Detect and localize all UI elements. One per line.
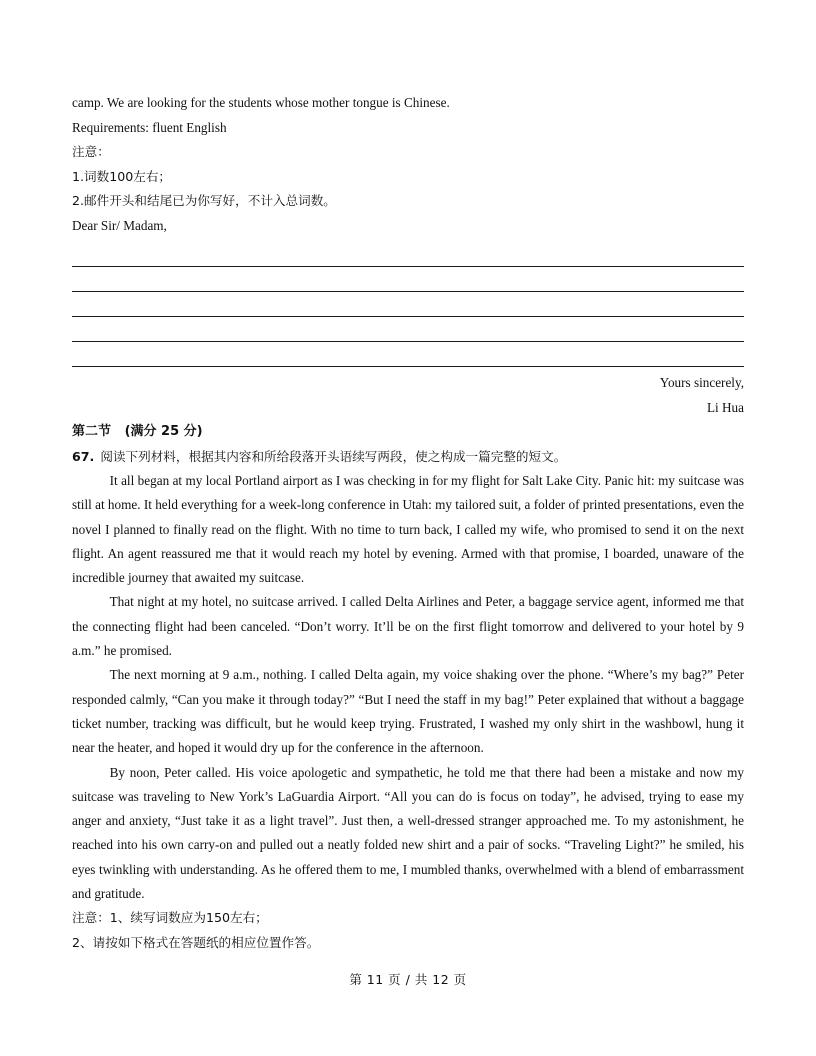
answer-line[interactable] [72,317,744,342]
question-number: 67. [72,448,95,464]
section-score: (满分 25 分) [124,424,203,439]
question-instruction-line [72,445,744,470]
final-note-1: 注意：1、续写词数应为150左右； [72,910,268,926]
section-title: 第二节 [72,424,112,439]
salutation: Dear Sir/ Madam, [72,217,167,233]
answer-line[interactable] [72,292,744,317]
page-footer: 第 11 页 / 共 12 页 [349,972,467,987]
note-format: 2.邮件开头和结尾已为你写好，不计入总词数。 [72,193,336,208]
final-note-2: 2、请按如下格式在答题纸的相应位置作答。 [72,934,320,950]
intro-line-1: camp. We are looking for the students whose mother tongue is Chinese. [72,95,450,110]
notes-label: 注意： [72,144,110,159]
closing: Yours sincerely, [659,375,744,390]
page-content [72,91,744,955]
story-paragraph-4: By noon, Peter called. His voice apologetic and sympathetic, he told me that there had been a mistake and now my suitcase was traveling to New York’s LaGuardia Airport. “All you can do is focus on today”, he advised, trying to ease my anger and anxiety, “Just take it as a light travel”. Just then, a well-dressed stranger approached me. To my astonishment, he reached into his own carry-on and pulled out a neatly folded new shirt and a pair of socks. “Traveling Light?” he smiled, his eyes twinkling with understanding. As he offered them to me, I mumbled thanks, overwhelmed with a blend of embarrassment and gratitude. [72,764,744,902]
section-heading [72,420,744,445]
story-paragraph-3: The next morning at 9 a.m., nothing. I called Delta again, my voice shaking over the phone. “Where’s my bag?” Peter responded calmly, “Can you make it through today?” “But I need the staff in my bag!” Peter explained that without a baggage ticket number, tracking was difficult, but he would keep trying. Frustrated, I washed my only shirt in the washbowl, hung it near the heater, and hoped it would dry up for the conference in the afternoon. [72,667,744,756]
answer-line[interactable] [72,342,744,367]
answer-line[interactable] [72,267,744,292]
answer-line[interactable] [72,242,744,267]
answer-lines [72,242,744,367]
signature: Li Hua [707,399,744,415]
note-word-count: 1.词数100左右； [72,168,172,184]
question-instruction: 阅读下列材料，根据其内容和所给段落开头语续写两段，使之构成一篇完整的短文。 [100,448,567,464]
intro-line-2: Requirements: fluent English [72,119,227,135]
story-paragraph-1: It all began at my local Portland airport as I was checking in for my flight for Salt Lake City. Panic hit: my suitcase was still at home. It held everything for a week-long conference in Utah: my tailored suit, a folder of printed presentations, even the novel I planned to finally read on the flight. With no time to turn back, I called my wife, who promised to send it on the next flight. An agent reassured me that it would reach my hotel by evening. Armed with that promise, I boarded, unaware of the incredible journey that awaited my suitcase. [72,473,744,586]
story-paragraph-2: That night at my hotel, no suitcase arrived. I called Delta Airlines and Peter, a baggage service agent, informed me that the connecting flight had been canceled. “Don’t worry. It’ll be on the first flight tomorrow and delivered to your hotel by 9 a.m.” he promised. [72,594,744,659]
